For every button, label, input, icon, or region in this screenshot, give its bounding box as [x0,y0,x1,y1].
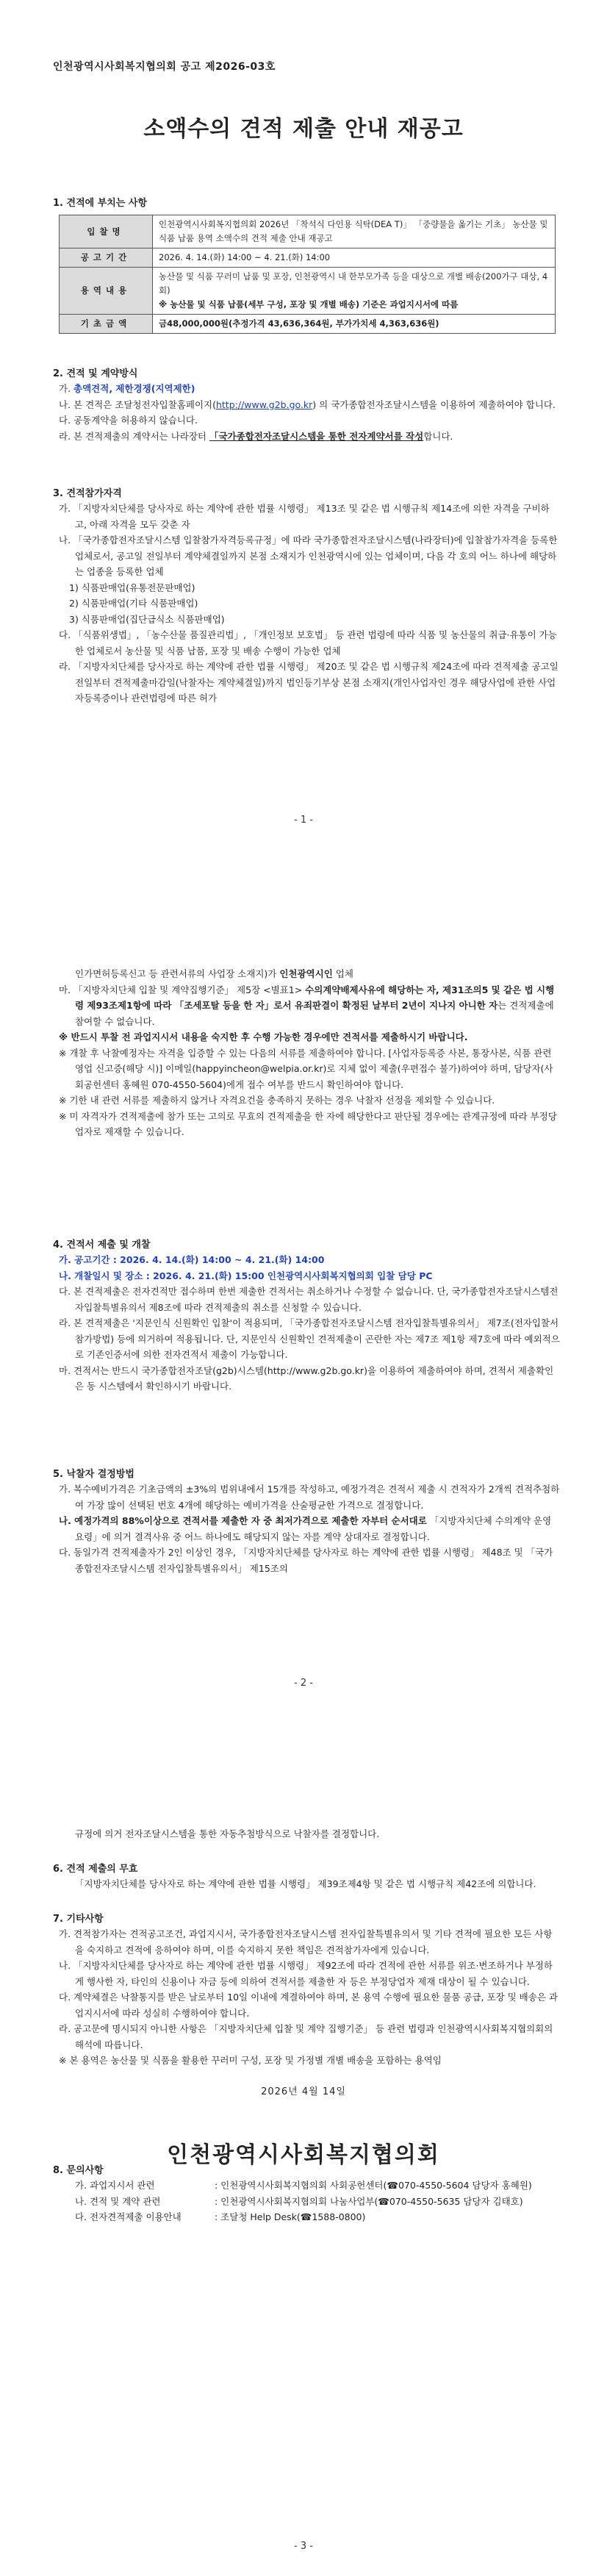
signing-date: 2026년 4월 14일 [261,2086,346,2097]
section-5-body [53,1481,560,1576]
section-5-heading: 5. 낙찰자 결정방법 [53,1469,134,1480]
emphasis: 「국가종합전자조달시스템을 통한 전자계약서를 작성 [209,430,424,442]
notice-number: 인천광역시사회복지협의회 공고 제2026-03호 [53,61,276,73]
service-content: 농산물 및 식품 꾸러미 납품 및 포장, 인천광역시 내 한부모가족 등을 대상으로 개별 배송(200가구 대상, 4회) [159,271,548,296]
announcement-period: 가. 공고기간 : 2026. 4. 14.(화) 14:00 ~ 4. 21.(화) 14:00 [59,1254,325,1265]
text: 「지방자치단체를 당사자로 하는 계약에 관한 법률 시행령」 제39조제4항 및 같은 법 시행규칙 제42조에 의합니다. [75,1878,536,1889]
sec5-da: 다. 동일가격 견적제출자가 2인 이상인 경우, 「지방자치단체를 당사자로 하는 계약에 관한 법률 시행령」 제48조 및 「국가종합전자조달시스템 전자입찰특별유의서」 제15조의 [59,1547,553,1574]
contact-row [53,2178,560,2194]
sec4-ra: 라. 본 견적제출은 '지문인식 신원확인 입찰'이 적용되며, 「국가종합전자조달시스템 전자입찰특별유의서」 제7조(전자입찰서 참가방법) 등에 의거하여 적용됩니다. 단, 지문인식 신원확인 견적제출이 곤란한 자는 제7조 제1항 제7호에 따라 예외적으로 기존인증서에 의한 전자견적서 제출이 가능합니다. [59,1317,560,1360]
sec3-item: 1) 식품판매업(유통전문판매업) [69,582,195,593]
sec3-item: 3) 식품판매업(집단급식소 식품판매업) [69,613,225,625]
text: 합니다. [423,430,453,442]
row-value [153,268,556,315]
sec3-na: 나. 「국가종합전자조달시스템 입찰참가자격등록규정」에 따라 국가종합전자조달시스템(나라장터)에 입찰참가자격을 등록한 업체로서, 공고일 전일부터 계약체결일까지 본점 소재지가 인천광역시에 있는 업체이며, 다음 각 호의 어느 하나에 해당하는 업종을 등록한 업체 [59,534,558,577]
page-number: - 2 - [294,1678,313,1689]
text: 마. 「지방자치단체 입찰 및 계약집행기준」 제5장 <별표1> [59,984,306,995]
section-3-heading: 3. 견적참가자격 [53,488,122,499]
sec3-ra: 라. 「지방자치단체를 당사자로 하는 계약에 관한 법률 시행령」 제20조 및 같은 법 시행규칙 제24조에 따라 견적제출 공고일 전일부터 견적제출마감일(낙찰자는 계약체결일)까지 법인등기부상 본점 소재지(개인사업자인 경우 해당사업에 관한 사업자등록증이나 관련법령에 따른 허가 [59,661,558,704]
sec3-ma [53,982,560,1030]
bid-info-table [59,215,556,334]
contact-value: : 인천광역시사회복지협의회 나눔사업부(☎070-4550-5635 담당자 김태호) [215,2195,523,2207]
section-7-heading: 7. 기타사항 [53,1914,104,1925]
text: 업체 [332,968,353,979]
text: 인가면허등록신고 등 관련서류의 사업장 소재지)가 [75,968,280,979]
sec2-na [53,397,560,413]
table-row [60,215,556,248]
emphasis: 인천광역시인 [279,968,333,979]
sec3-ra-continued [53,966,560,982]
section-2-body [53,381,560,444]
row-label: 용역내용 [60,268,153,315]
section-1-heading: 1. 견적에 부치는 사항 [53,198,148,209]
issuing-organization: 인천광역시사회복지협의회 [167,2142,440,2168]
note: ※ 미 자격자가 견적제출에 참가 또는 고의로 무효의 견적제출을 한 자에 해당한다고 판단될 경우에는 관계규정에 따라 부정당업자로 제재할 수 있습니다. [59,1110,557,1137]
sec7-na: 나. 「지방자치단체를 당사자로 하는 계약에 관한 법률 시행령」 제92조에 따라 견적에 관한 서류를 위조·변조하거나 부정하게 행사한 자, 타인의 신용이나 자금 등에 의하여 견적서를 제출한 자 등은 부정당업자 제재 대상이 될 수 있습니다. [59,1960,553,1987]
contract-type: 총액견적, 제한경쟁(지역제한) [73,383,195,394]
section-3-body [53,501,560,706]
row-label: 입찰명 [60,215,153,248]
text: 라. 본 견적제출의 계약서는 나라장터 [59,430,209,442]
page-title: 소액수의 견적 제출 안내 재공고 [143,116,464,142]
section-7-body [53,1926,560,2069]
sec2-ga [53,381,560,397]
g2b-link[interactable]: http://www.g2b.go.kr [215,398,313,410]
sec3-ga: 가. 「지방자치단체를 당사자로 하는 계약에 관한 법률 시행령」 제13조 및 같은 법 시행규칙 제14조에 의한 자격을 구비하고, 아래 자격을 모두 갖춘 자 [59,503,550,530]
sec3-da: 다. 「식품위생법」, 「농수산물 품질관리법」, 「개인정보 보호법」 등 관련 법령에 따라 식품 및 농산물의 취급·유통이 가능한 업체로서 농산물 및 식품 납품, 포장 및 배송 수행이 가능한 업체 [59,629,557,656]
contact-value: : 인천광역시사회복지협의회 사회공헌센터(☎070-4550-5604 담당자 홍혜원) [215,2180,532,2191]
sec5-ga: 가. 복수예비가격은 기초금액의 ±3%의 범위내에서 15개를 작성하고, 예정가격은 견적서 제출 시 견적자가 2개씩 견적추첨하여 가장 많이 선택된 번호 4개에 해당하는 예비가격을 산술평균한 가격으로 결정합니다. [59,1484,560,1511]
contact-row [53,2194,560,2210]
text: 는 견적제출에 참여할 수 없습니다. [75,1000,554,1027]
row-label: 기초금액 [60,315,153,334]
emphasis: 수의계약배제사유에 해당하는 자, 제31조의5 및 같은 법 시행령 제93조제1항에 따라 [75,984,555,1011]
note: ※ 본 용역은 농산물 및 식품을 활용한 꾸러미 구성, 포장 및 가정별 개별 배송을 포함하는 용역임 [59,2055,442,2066]
note: ※ 개찰 후 낙찰예정자는 자격을 입증할 수 있는 다음의 서류를 제출하여야 합니다. [사업자등록증 사본, 통장사본, 식품 관련 영업 신고증(해당 시)] 이메일(happyincheon@welpia.or.kr)로 지체 없이 제출(우편접수 불가)하여야 하며, 담당자(사회공헌센터 홍혜원 070-4550-5604)에게 접수 여부를 반드시 확인하여야 합니다. [59,1047,553,1090]
page-2-body [53,966,560,1140]
table-row [60,315,556,334]
sec2-ra [53,429,560,445]
service-note: ※ 농산물 및 식품 납품(세부 구성, 포장 및 개별 배송) 기준은 과업지시서에 따름 [159,299,459,310]
section-8-heading: 8. 문의사항 [53,2165,104,2176]
text: 「지방자치단체 수의계약 운영요령」에 의거 결격사유 중 어느 하나에도 해당되지 않는 자를 계약 상대자로 결정합니다. [75,1515,552,1542]
sec4-ma: 마. 견적서는 반드시 국가종합전자조달(g2b)시스템(http://www.g2b.go.kr)을 이용하여 제출하여야 하며, 견적서 제출확인은 동 시스템에서 확인하시기 바랍니다. [59,1364,554,1392]
emphasis: 「조세포탈 등을 한 자」로서 유죄판결이 확정된 날부터 2년이 지나지 아니한 자 [174,1000,498,1011]
contact-row [53,2209,560,2225]
page-3 [0,1717,607,2576]
sec5-continued [53,1826,560,1842]
section-8-body [53,2178,560,2225]
section-6-body [53,1876,560,1892]
sec5-na [53,1513,560,1545]
page-1 [0,0,607,859]
table-row [60,268,556,315]
emphasis: 나. 예정가격의 88%이상으로 견적서를 제출한 자 중 최저가격으로 제출한 자부터 순서대로 [59,1515,427,1526]
row-value: 2026. 4. 14.(화) 14:00 ~ 4. 21.(화) 14:00 [153,248,556,268]
page-number: - 1 - [294,815,313,826]
note: ※ 반드시 투찰 전 과업지시서 내용을 숙지한 후 수행 가능한 경우에만 견적서를 제출하시기 바랍니다. [59,1031,468,1042]
section-2-heading: 2. 견적 및 계약방식 [53,368,138,379]
page-2 [0,859,607,1717]
row-label: 공고기간 [60,248,153,268]
sec2-da: 다. 공동계약을 허용하지 않습니다. [59,415,198,426]
contact-label: 가. 과업지시서 관련 [75,2180,155,2191]
section-6-heading: 6. 견적 제출의 무효 [53,1864,138,1875]
sec4-da: 다. 본 견적제출은 전자견적만 접수하며 한번 제출한 견적서는 취소하거나 수정할 수 없습니다. 단, 국가종합전자조달시스템전자입찰특별유의서 제8조에 따라 견적제출의 취소를 신청할 수 있습니다. [59,1286,558,1313]
opening-datetime: 나. 개찰일시 및 장소 : 2026. 4. 21.(화) 15:00 인천광역시사회복지협의회 입찰 담당 PC [59,1270,433,1281]
table-row [60,248,556,268]
section-4-heading: 4. 견적서 제출 및 개찰 [53,1239,151,1251]
contact-label: 다. 전자견적제출 이용안내 [75,2211,182,2222]
text: ) 의 국가종합전자조달시스템을 이용하여 제출하여야 합니다. [312,398,556,410]
text: 나. 본 견적은 조달청전자입찰홈페이지( [59,398,216,410]
row-value: 금48,000,000원(추정가격 43,636,364원, 부가가치세 4,363,636원) [153,315,556,334]
section-4-body [53,1252,560,1395]
sec7-ga: 가. 견적참가자는 견적공고조건, 과업지시서, 국가종합전자조달시스템 전자입찰특별유의서 및 기타 견적에 필요한 모든 사항을 숙지하고 견적에 응하여야 하며, 이를 숙지하지 못한 책임은 견적참가자에게 있습니다. [59,1928,553,1956]
row-value: 인천광역시사회복지협의회 2026년 「착석식 다인용 식탁(DEA T)」 「중량물을 옮기는 기초」 농산물 및 식품 납품 용역 소액수의 견적 제출 안내 재공고 [153,215,556,248]
sec7-ra: 라. 공고문에 명시되지 아니한 사항은 「지방자치단체 입찰 및 계약 집행기준」 등 관련 법령과 인천광역시사회복지협의회의 해석에 따릅니다. [59,2023,553,2050]
note: ※ 기한 내 관련 서류를 제출하지 않거나 자격요건을 충족하지 못하는 경우 낙찰자 선정을 제외할 수 있습니다. [59,1095,495,1106]
item-prefix: 가. [59,383,74,394]
text: 규정에 의거 전자조달시스템을 통한 자동추첨방식으로 낙찰자를 결정합니다. [75,1828,380,1839]
sec7-da: 다. 계약체결은 낙찰통지를 받은 날로부터 10일 이내에 계결하여야 하며, 본 용역 수행에 필요한 물품 공급, 포장 및 배송은 과업지시서에 따라 성실히 수행하여야 합니다. [59,1992,558,2019]
sec3-item: 2) 식품판매업(기타 식품판매업) [69,598,198,609]
contact-value: : 조달청 Help Desk(☎1588-0800) [215,2211,366,2222]
page-number: - 3 - [294,2541,313,2552]
contact-label: 나. 견적 및 계약 관련 [75,2195,161,2207]
